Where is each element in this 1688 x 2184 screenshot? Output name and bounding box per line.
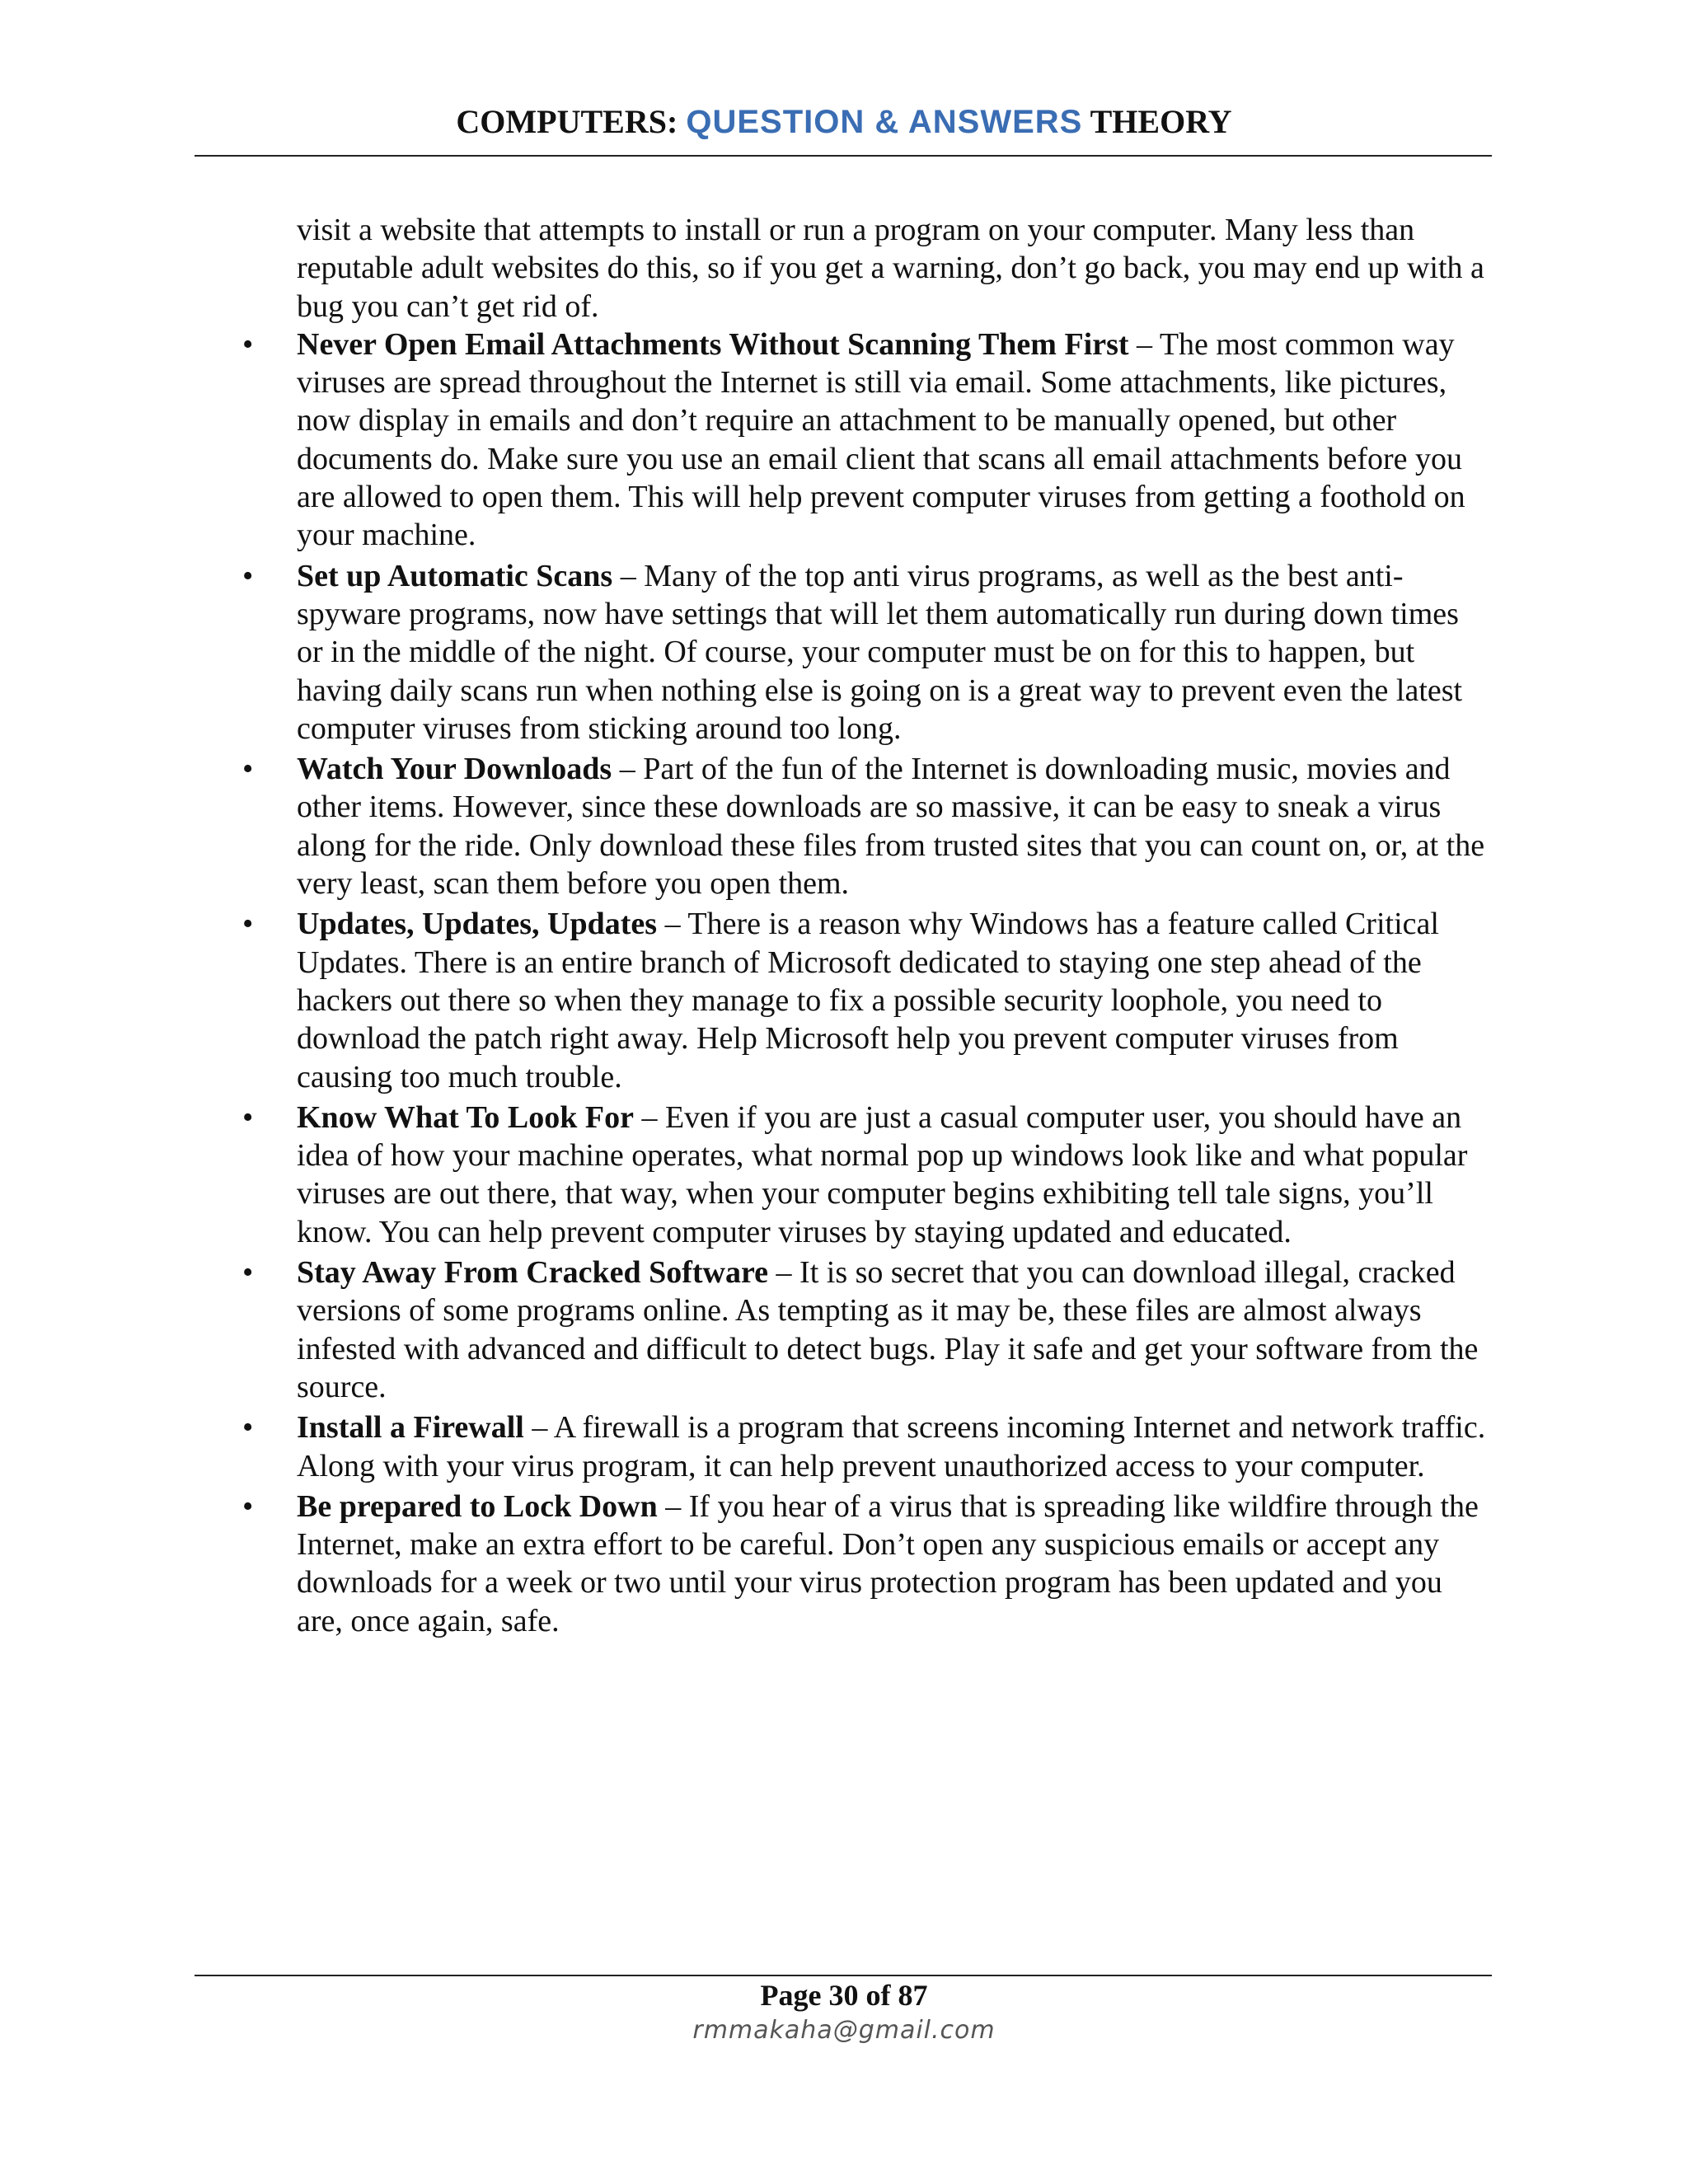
list-item [195, 1254, 1492, 1406]
list-item [195, 905, 1492, 1095]
list-item [195, 1408, 1492, 1485]
list-item-text: – If you hear of a virus that is spreading like wildfire through the Internet, make an extra effort to be careful. Don’t open any suspicious emails or accept any downloads for a week or two until your virus protection program has been updated and you are, once again, safe. [297, 1488, 1479, 1638]
list-item-text: – It is so secret that you can download illegal, cracked versions of some programs online. As tempting as it may be, these files are almost always infested with advanced and difficult to detect bugs. Play it safe and get your software from the source. [297, 1255, 1479, 1404]
list-item-title: Be prepared to Lock Down [297, 1488, 658, 1524]
bullet-icon: • [242, 907, 254, 942]
list-item-title: Install a Firewall [297, 1410, 524, 1446]
list-item-title: Never Open Email Attachments Without Scanning Them First [297, 326, 1129, 362]
list-item-title: Updates, Updates, Updates [297, 907, 658, 942]
list-item-title: Know What To Look For [297, 1099, 634, 1135]
list-item-title: Stay Away From Cracked Software [297, 1255, 769, 1291]
list-item-text: – The most common way viruses are spread throughout the Internet is still via email. Some attachments, like pictures, now display in emails and don’t require an attachment to be manually opened, but other documents do. Make sure you use an email client that scans all email attachments before you are allowed to open them. This will help prevent computer viruses from getting a foothold on your machine. [297, 326, 1465, 553]
list-item-title: Watch Your Downloads [297, 752, 612, 787]
header-title-theory: THEORY [1082, 103, 1232, 140]
footer-email: rmmakaha@gmail.com [692, 2016, 996, 2045]
header-title-computers: COMPUTERS [456, 103, 667, 140]
list-item-text: – Many of the top anti virus programs, as well as the best anti-spyware programs, now have settings that will let them automatically run during down times or in the middle of the night. Of course, your computer must be on for this to happen, but having daily scans run when nothing else is going on is a great way to prevent even the latest computer viruses from sticking around too long. [297, 558, 1463, 746]
intro-paragraph: visit a website that attempts to install or run a program on your computer. Many less than reputable adult websites do this, so if you get a warning, don’t go back, you may end up with a bug you can’t get rid of. [297, 213, 1484, 324]
bullet-icon: • [242, 1255, 254, 1291]
list-item [195, 750, 1492, 902]
list-item [195, 1099, 1492, 1251]
header-title-qa: QUESTION & ANSWERS [686, 104, 1083, 140]
header-separator: : [667, 103, 687, 140]
list-item [195, 1488, 1492, 1640]
list-item-text: – A firewall is a program that screens incoming Internet and network traffic. Along with your virus program, it can help prevent unauthorized access to your computer. [297, 1410, 1486, 1483]
bullet-icon: • [242, 326, 254, 362]
list-item-title: Set up Automatic Scans [297, 558, 613, 593]
list-item [195, 557, 1492, 748]
header-rule [195, 155, 1492, 157]
tips-list [195, 326, 1492, 1640]
bullet-icon: • [242, 1410, 254, 1446]
page-body [195, 211, 1492, 1643]
bullet-icon: • [242, 752, 254, 787]
list-item-text: – There is a reason why Windows has a feature called Critical Updates. There is an entire branch of Microsoft dedicated to staying one step ahead of the hackers out there so when they manage to fix a possible security loophole, you need to download the patch right away. Help Microsoft help you prevent computer viruses from causing too much trouble. [297, 907, 1439, 1094]
page-number: Page 30 of 87 [760, 1979, 928, 2012]
bullet-icon: • [242, 1488, 254, 1524]
bullet-icon: • [242, 1099, 254, 1135]
list-item-text: – Even if you are just a casual computer user, you should have an idea of how your machine operates, what normal pop up windows look like and what popular viruses are out there, that way, when your computer begins exhibiting tell tale signs, you’ll know. You can help prevent computer viruses by staying updated and educated. [297, 1099, 1468, 1249]
list-item-text: – Part of the fun of the Internet is downloading music, movies and other items. However, since these downloads are so massive, it can be easy to sneak a virus along for the ride. Only download these files from trusted sites that you can count on, or, at the very least, scan them before you open them. [297, 752, 1485, 902]
list-item [195, 326, 1492, 555]
page-header [0, 102, 1688, 142]
bullet-icon: • [242, 558, 254, 593]
